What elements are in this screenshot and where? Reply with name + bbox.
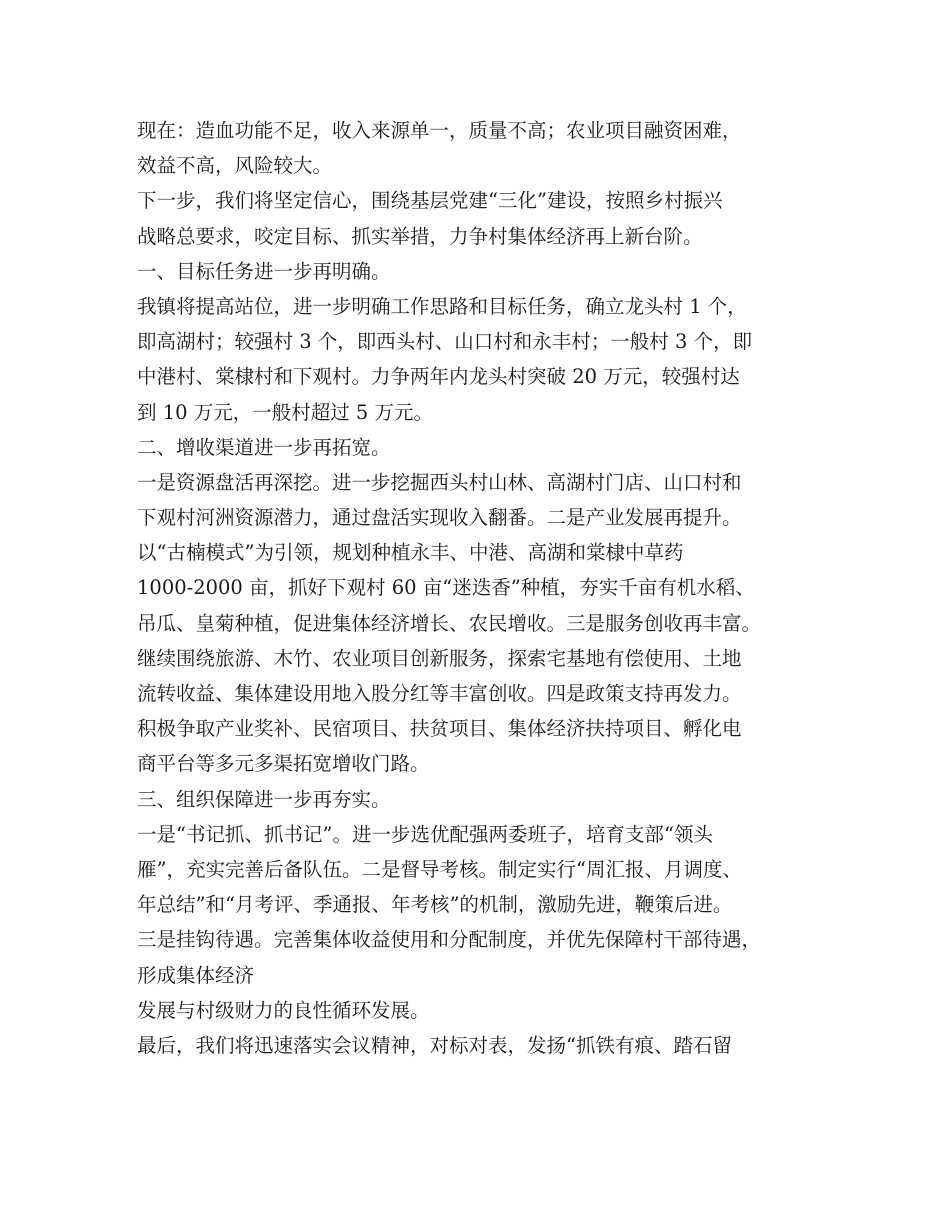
text-line: 流转收益、集体建设用地入股分红等丰富创收。四是政策支持再发力。 [137, 682, 742, 705]
text-line: 二、增收渠道进一步再拓宽。 [137, 435, 391, 459]
text-line: 三是挂钩待遇。完善集体收益使用和分配制度，并优先保障村干部待遇， [137, 928, 762, 952]
text-line: 最后，我们将迅速落实会议精神，对标对表，发扬“抓铁有痕、踏石留 [137, 1033, 732, 1057]
text-line: 积极争取产业奖补、民宿项目、扶贫项目、集体经济扶持项目、孵化电 [137, 717, 742, 741]
text-line: 现在：造血功能不足，收入来源单一，质量不高；农业项目融资困难， [137, 119, 742, 142]
text-line: 继续围绕旅游、木竹、农业项目创新服务，探索宅基地有偿使用、土地 [137, 646, 742, 670]
text-line: 年总结”和“月考评、季通报、年考核”的机制，激励先进，鞭策后进。 [137, 893, 733, 917]
text-line: 中港村、棠棣村和下观村。力争两年内龙头村突破 20 万元，较强村达 [137, 365, 740, 389]
text-line: 形成集体经济 [137, 963, 255, 987]
text-line: 三、组织保障进一步再夯实。 [137, 787, 391, 811]
text-line: 效益不高，风险较大。 [137, 154, 333, 178]
text-line: 战略总要求，咬定目标、抓实举措，力争村集体经济再上新台阶。 [137, 224, 703, 248]
text-line: 一是资源盘活再深挖。进一步挖掘西头村山林、高湖村门店、山口村和 [137, 470, 742, 494]
text-line: 以“古楠模式”为引领，规划种植永丰、中港、高湖和棠棣中草药 [137, 541, 684, 565]
text-line: 1000-2000 亩，抓好下观村 60 亩“迷迭香”种植，夯实千亩有机水稻、 [137, 576, 755, 600]
text-line: 一是“书记抓、抓书记”。进一步选优配强两委班子，培育支部“领头 [137, 822, 713, 846]
text-line: 即高湖村；较强村 3 个，即西头村、山口村和永丰村；一般村 3 个，即 [137, 330, 753, 354]
text-line: 下一步，我们将坚定信心，围绕基层党建“三化”建设，按照乡村振兴 [137, 189, 723, 213]
text-line: 下观村河洲资源潜力，通过盘活实现收入翻番。二是产业发展再提升。 [137, 506, 742, 530]
text-line: 雁”，充实完善后备队伍。二是督导考核。制定实行“周汇报、月调度、 [137, 857, 742, 881]
text-line: 发展与村级财力的良性循环发展。 [137, 998, 430, 1022]
text-line: 我镇将提高站位，进一步明确工作思路和目标任务，确立龙头村 1 个， [137, 294, 747, 318]
text-line: 一、目标任务进一步再明确。 [137, 259, 391, 283]
body-text [137, 113, 827, 1063]
text-line: 吊瓜、皇菊种植，促进集体经济增长、农民增收。三是服务创收再丰富。 [137, 611, 762, 635]
text-line: 商平台等多元多渠拓宽增收门路。 [137, 752, 430, 776]
text-line: 到 10 万元，一般村超过 5 万元。 [137, 400, 434, 424]
